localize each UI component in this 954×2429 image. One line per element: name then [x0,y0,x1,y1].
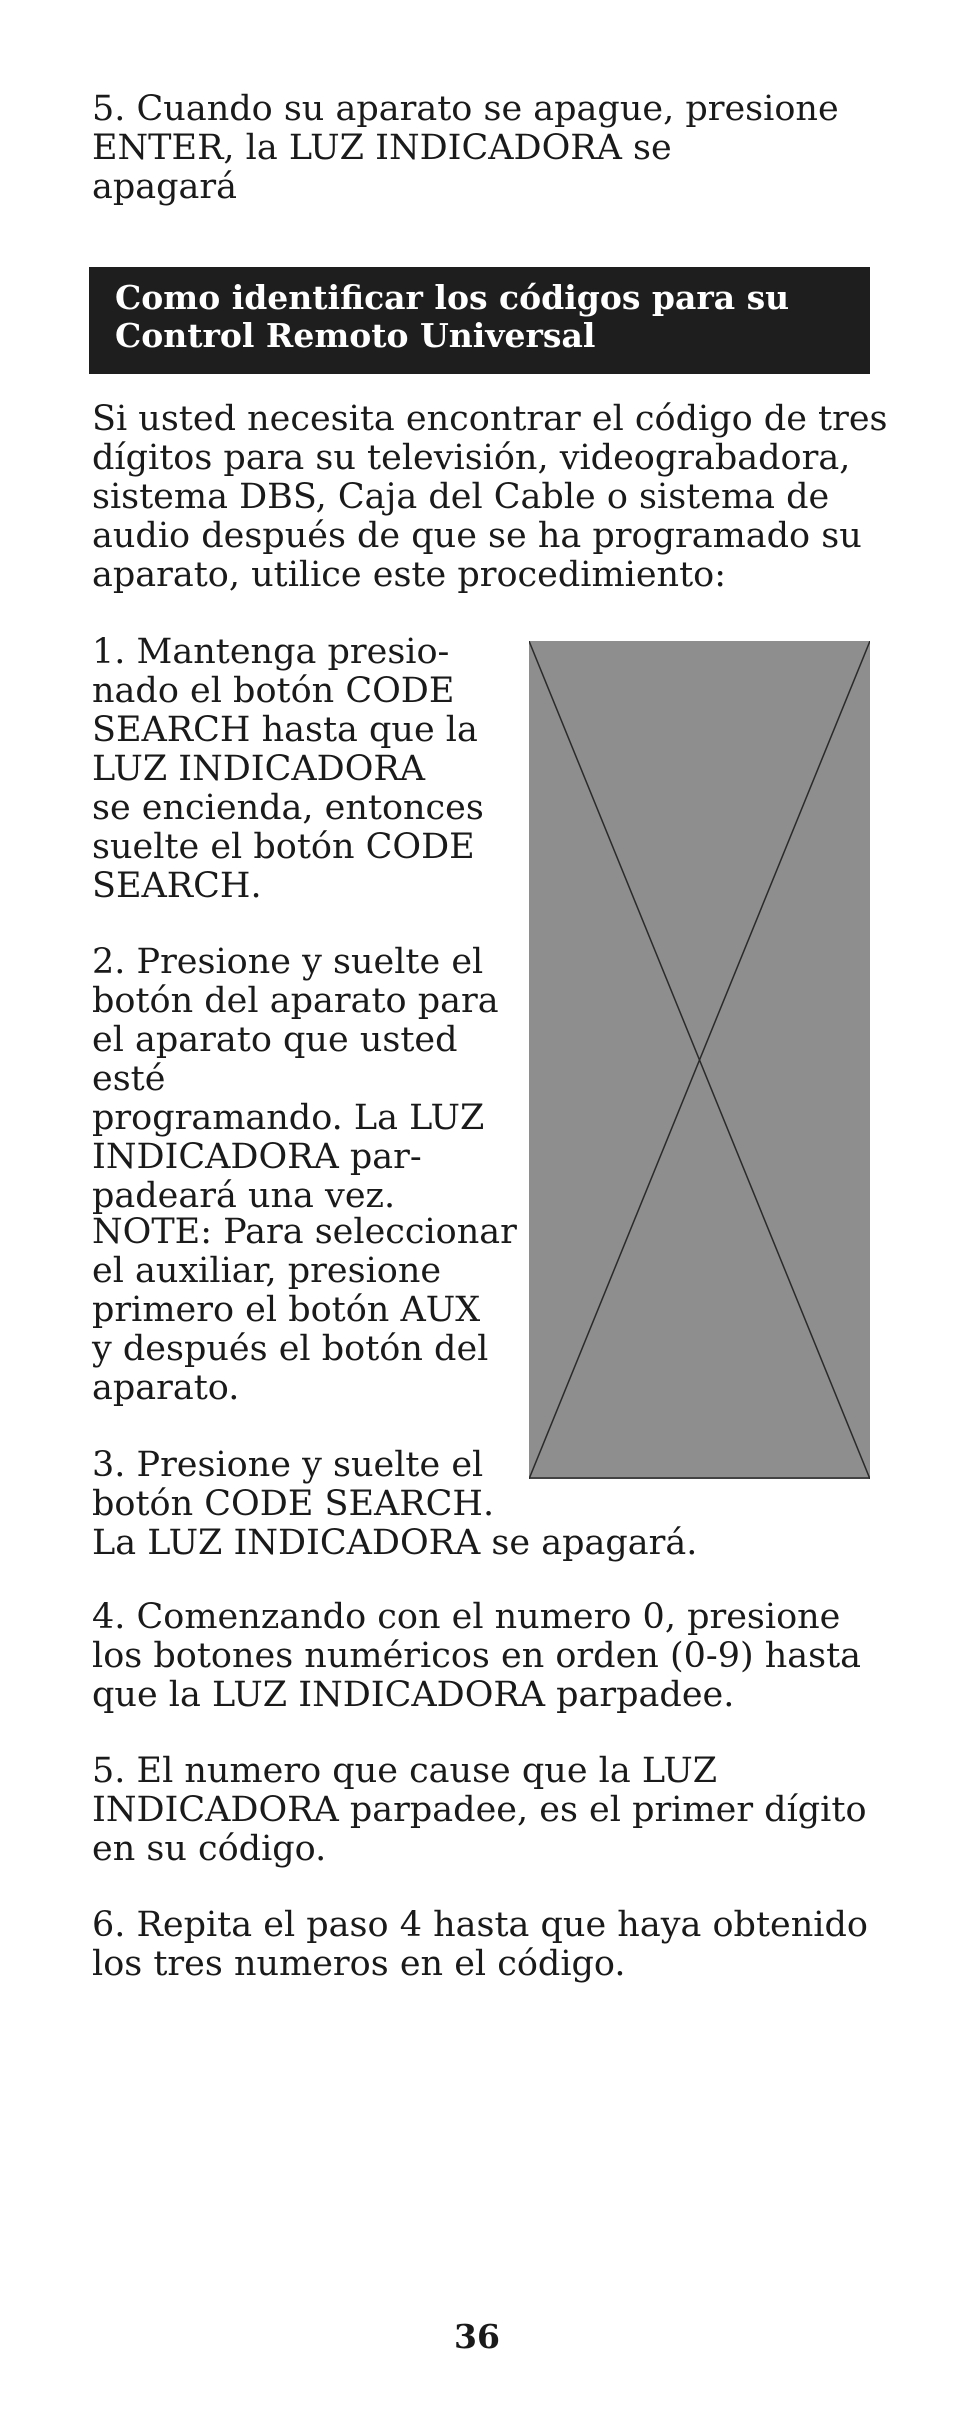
step-2: 2. Presione y suelte el botón del aparato para el aparato que usted esté programando. La LUZ INDICADORA par- padeará una vez. [92,942,499,1216]
section-title: Como identificar los códigos para su Control Remoto Universal [115,278,790,355]
step-1: 1. Mantenga presio- nado el botón CODE SEARCH hasta que la LUZ INDICADORA se encienda, entonces suelte el botón CODE SEARCH. [92,632,484,906]
step-3: 3. Presione y suelte el botón CODE SEARCH. La LUZ INDICADORA se apagará. [92,1445,698,1563]
section-heading-banner [89,267,870,374]
aux-note: NOTE: Para seleccionar el auxiliar, presione primero el botón AUX y después el botón del aparato. [92,1212,517,1408]
placeholder-graphic [529,641,870,1479]
step-5: 5. El numero que cause que la LUZ INDICADORA parpadee, es el primer dígito en su código. [92,1751,867,1869]
step-4: 4. Comenzando con el numero 0, presione los botones numéricos en orden (0-9) hasta que la LUZ INDICADORA parpadee. [92,1597,862,1715]
intro-paragraph: Si usted necesita encontrar el código de tres dígitos para su televisión, videograbadora, sistema DBS, Caja del Cable o sistema de audio después de que se ha programado su aparato, utilice este procedimiento: [92,399,888,595]
image-placeholder [529,641,870,1479]
step-6: 6. Repita el paso 4 hasta que haya obtenido los tres numeros en el código. [92,1905,868,1984]
step-5-enter-instruction: 5. Cuando su aparato se apague, presione ENTER, la LUZ INDICADORA se apagará [92,89,839,207]
page-number: 36 [454,2317,500,2356]
